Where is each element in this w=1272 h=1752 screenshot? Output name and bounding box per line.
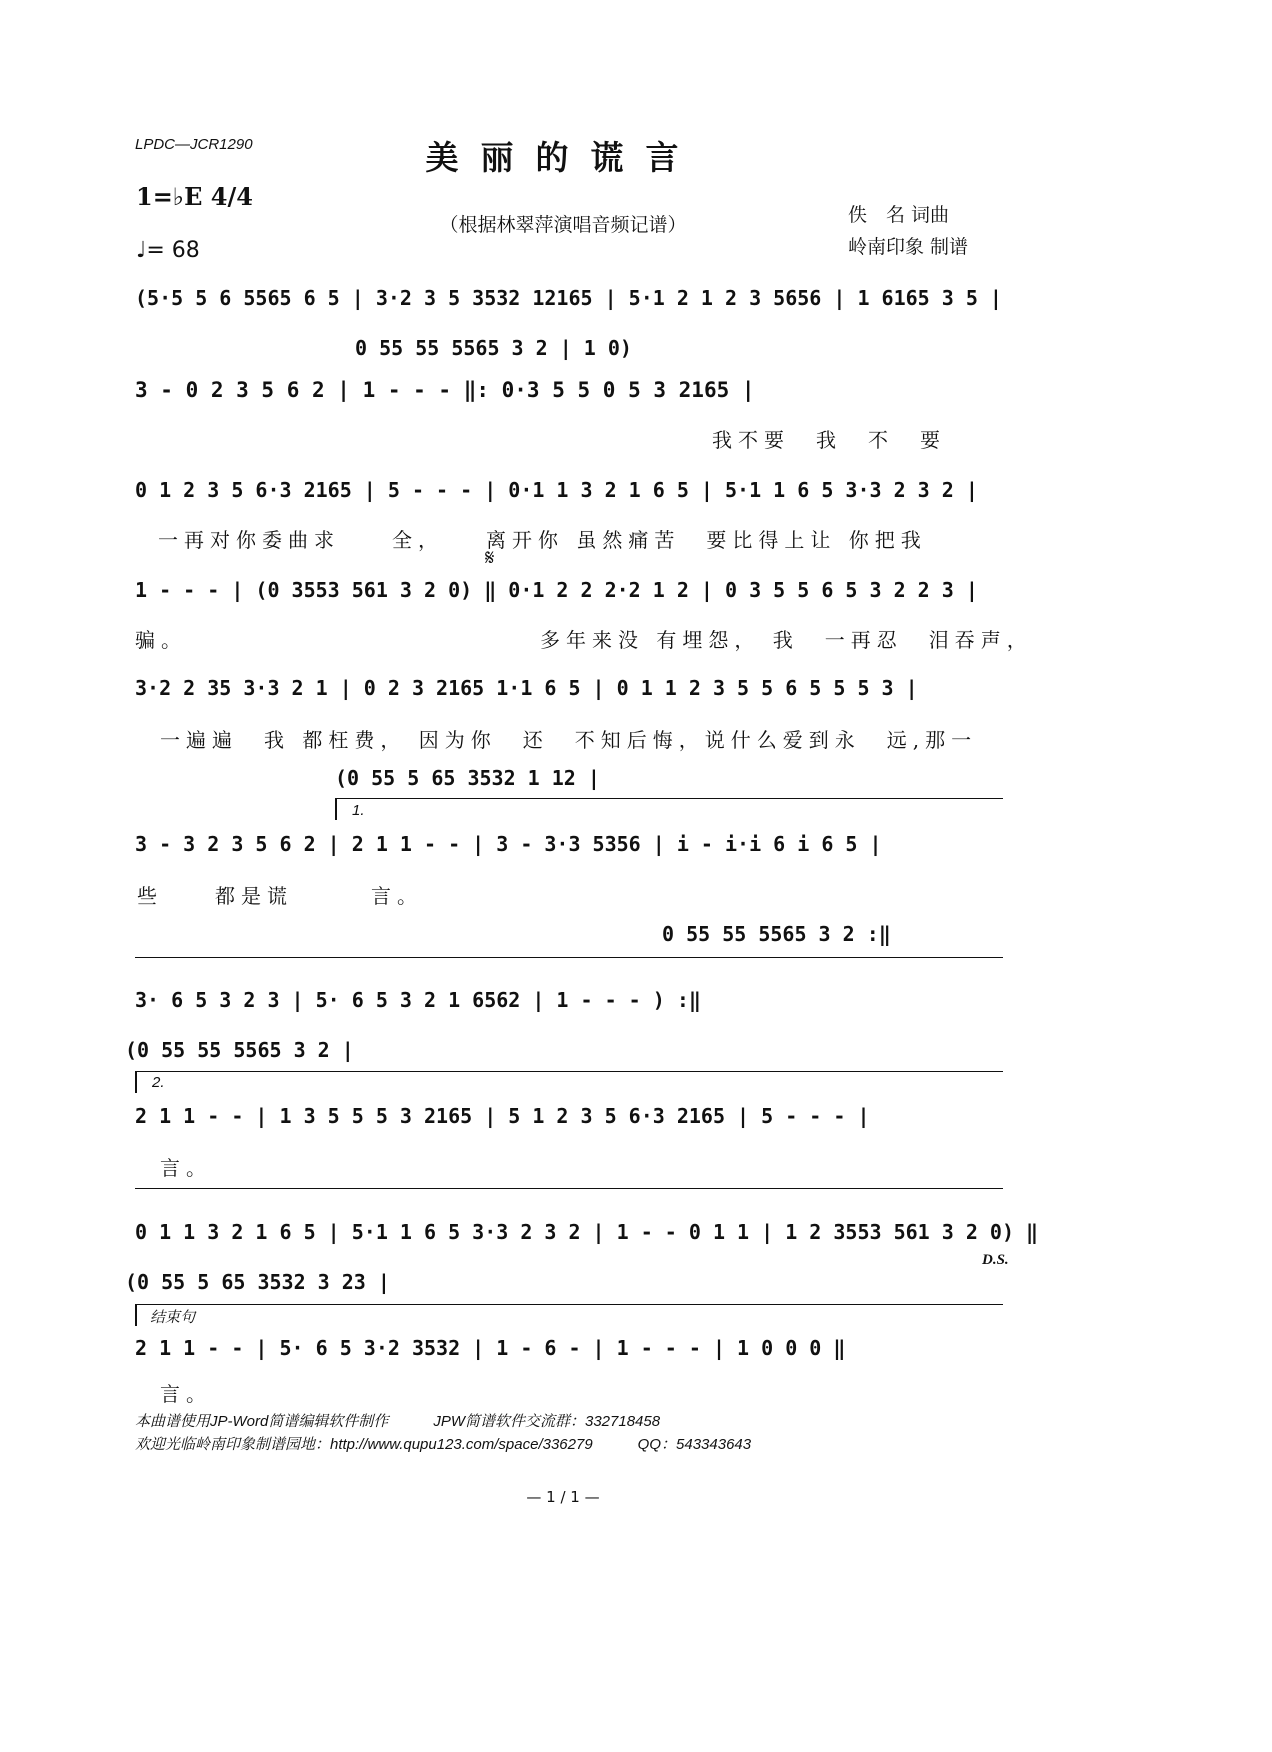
lyrics-line-3: 一再对你委曲求 全， 离开你 虽然痛苦 要比得上让 你把我 [158,528,927,552]
lyrics-line-4b: 多年来没 有埋怨， 我 一再忍 泪吞声， [540,628,1033,652]
song-title: 美丽的谎言 [425,138,701,177]
coda-bracket [135,1304,1003,1305]
lyrics-line-6: 些 都是谎 言。 [137,884,423,908]
score-line-2: 3 - 0 2 3 5 6 2 | 1 - - - ‖: 0·3 5 5 0 5 3 2165 | [135,378,755,402]
lyrics-line-4a: 骗。 [135,628,187,652]
score-line-10: 2 1 1 - - | 5· 6 5 3·2 3532 | 1 - 6 - | 1 - - - | 1 0 0 0 ‖ [135,1336,846,1360]
score-line-4: 1 - - - | (0 3553 561 3 2 0) ‖ 0·1 2 2 2·2 1 2 | 0 3 5 5 6 5 3 2 2 3 | [135,578,978,602]
volta-label-1: 1. [352,802,365,819]
key-signature: 1=♭E 4/4 [136,182,253,211]
volta-label-2: 2. [152,1074,165,1091]
score-cue-6: (0 55 5 65 3532 1 12 | [335,766,600,790]
volta-bracket-2 [135,1071,1003,1072]
page-number: — 1 / 1 — [526,1488,600,1506]
coda-label: 结束句 [150,1308,196,1326]
lyrics-line-5: 一遍遍 我 都枉费， 因为你 还 不知后悔，说什么爱到永 远,那一 [160,728,978,752]
score-cue-10: (0 55 5 65 3532 3 23 | [125,1270,390,1294]
song-subtitle: （根据林翠萍演唱音频记谱） [439,214,687,236]
lyrics-line-8: 言。 [160,1156,212,1180]
score-line-5: 3·2 2 35 3·3 2 1 | 0 2 3 2165 1·1 6 5 | 0 1 1 2 3 5 5 6 5 5 5 3 | [135,676,918,700]
arranger: 岭南印象 制谱 [848,236,969,258]
score-line-6: 3 - 3 2 3 5 6 2 | 2 1 1 - - | 3 - 3·3 5356 | i - i·i 6 i 6 5 | [135,832,882,856]
score-cue-intro: 0 55 55 5565 3 2 | 1 0) [355,336,632,360]
score-line-3: 0 1 2 3 5 6·3 2165 | 5 - - - | 0·1 1 3 2 1 6 5 | 5·1 1 6 5 3·3 2 3 2 | [135,478,978,502]
lyricist-composer: 佚 名 词曲 [848,204,950,226]
segno-sign: 𝄋 [485,546,495,571]
score-cue-8: (0 55 55 5565 3 2 | [125,1038,354,1062]
staff-separator-9 [135,1188,1003,1189]
footer-software-note: 本曲谱使用JP-Word简谱编辑软件制作 JPW简谱软件交流群：332718458 [135,1413,661,1430]
lyrics-line-10: 言。 [160,1382,212,1406]
score-code: LPDC—JCR1290 [135,136,253,153]
score-line-7: 3· 6 5 3 2 3 | 5· 6 5 3 2 1 6562 | 1 - - - ) :‖ [135,988,701,1012]
tempo-marking: ♩= 68 [136,238,200,263]
footer-website-note: 欢迎光临岭南印象制谱园地：http://www.qupu123.com/space/336279 QQ：543343643 [135,1436,752,1453]
volta-bracket-1 [335,798,1003,799]
lyrics-line-2: 我不要 我 不 要 [712,428,946,452]
volta-bracket-2-start [135,1071,137,1093]
staff-separator-7 [135,957,1003,958]
score-line-intro: (5·5 5 6 5565 6 5 | 3·2 3 5 3532 12165 | 5·1 2 1 2 3 5656 | 1 6165 3 5 | [135,286,1002,310]
coda-bracket-start [135,1304,137,1326]
score-line-8: 2 1 1 - - | 1 3 5 5 5 3 2165 | 5 1 2 3 5 6·3 2165 | 5 - - - | [135,1104,870,1128]
ds-marking: D.S. [982,1252,1009,1268]
score-cue-7: 0 55 55 5565 3 2 :‖ [662,922,891,946]
volta-bracket-1-start [335,798,337,820]
score-line-9: 0 1 1 3 2 1 6 5 | 5·1 1 6 5 3·3 2 3 2 | 1 - - 0 1 1 | 1 2 3553 561 3 2 0) ‖ [135,1220,1039,1244]
